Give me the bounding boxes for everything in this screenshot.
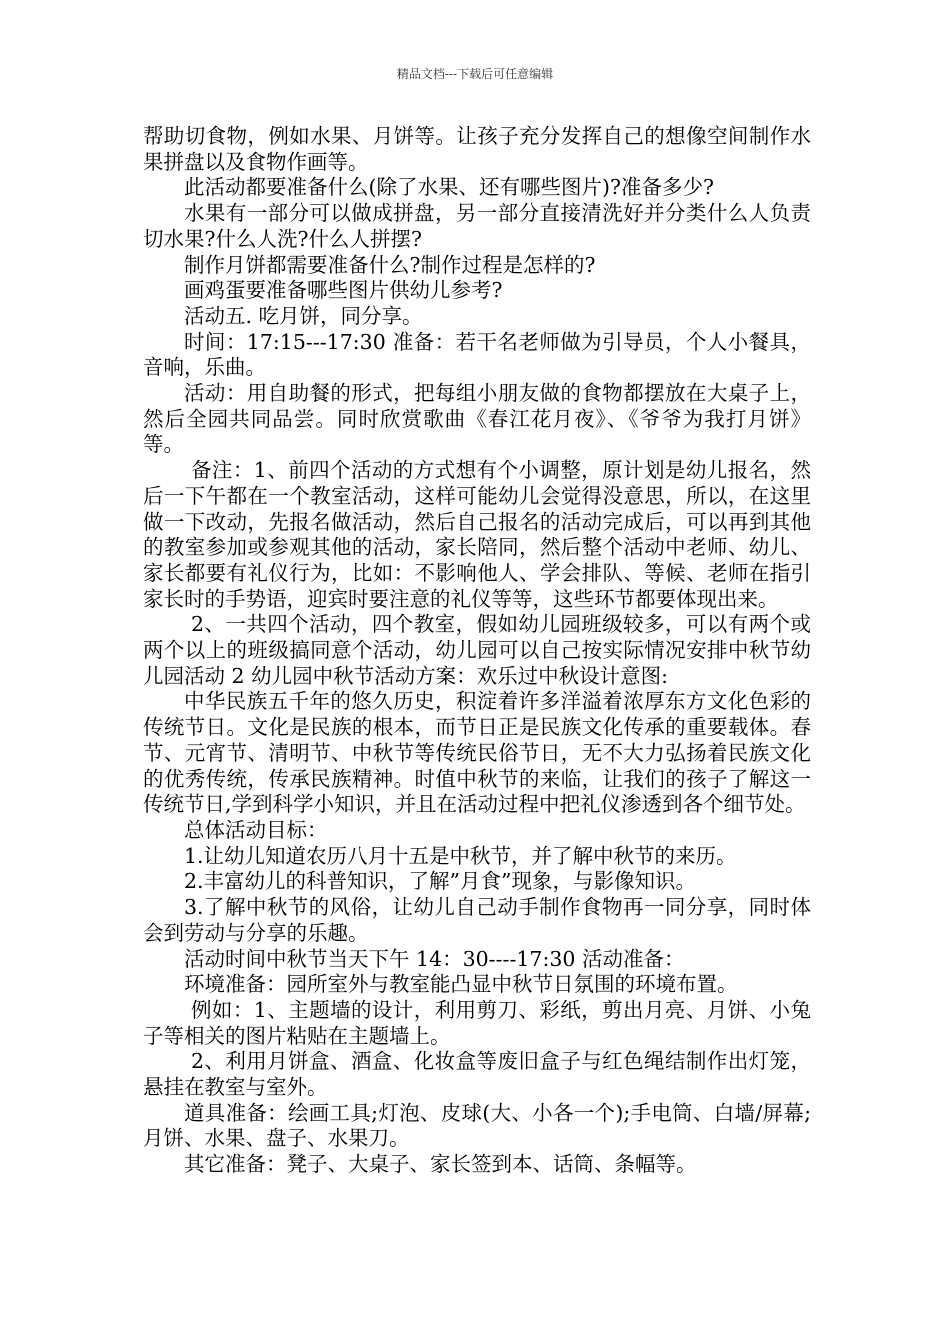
paragraph: 帮助切食物，例如水果、月饼等。让孩子充分发挥自己的想像空间制作水果拼盘以及食物作画等。 xyxy=(143,124,811,174)
document-body xyxy=(143,124,818,1178)
page-header: 精品文档---下载后可任意编辑 xyxy=(396,67,554,81)
paragraph: 例如：1、主题墙的设计，利用剪刀、彩纸，剪出月亮、月饼、小兔子等相关的图片粘贴在主题墙上。 xyxy=(143,997,811,1048)
paragraph: 道具准备：绘画工具;灯泡、皮球(大、小各一个);手电筒、白墙/屏幕;月饼、水果、盘子、水果刀。 xyxy=(143,1100,811,1151)
goal-item: 2.丰富幼儿的科普知识，了解”月食”现象，与影像知识。 xyxy=(184,869,697,894)
paragraph: 时间：17:15---17:30 准备：若干名老师做为引导员，个人小餐具，音响，乐曲。 xyxy=(143,329,811,380)
paragraph: 活动：用自助餐的形式，把每组小朋友做的食物都摆放在大桌子上，然后全园共同品尝。同时欣赏歌曲《春江花月夜》、《爷爷为我打月饼》等。 xyxy=(143,381,811,457)
goal-item: 3.了解中秋节的风俗，让幼儿自己动手制作食物再一同分享，同时体 会到劳动与分享的乐趣。 xyxy=(143,895,818,945)
note-paragraph: 备注：1、前四个活动的方式想有个小调整，原计划是幼儿报名，然后一下午都在一个教室活动，这样可能幼儿会觉得没意思，所以，在这里做一下改动，先报名做活动，然后自己报名的活动完成后，可以再到其他的教室参加或参观其他的活动，家长陪同，然后整个活动中老师、幼儿、家长都要有礼仪行为，比如：不影响他人、学会排队、等候、老师在指引家长时的手势语，迎宾时要注意的礼仪等等，这些环节都要体现出来。 xyxy=(143,458,811,611)
section-heading: 总体活动目标： xyxy=(184,817,328,842)
paragraph: 其它准备：凳子、大桌子、家长签到本、话筒、条幅等。 xyxy=(184,1152,697,1177)
paragraph: 画鸡蛋要准备哪些图片供幼儿参考? xyxy=(184,278,503,303)
paragraph: 制作月饼都需要准备什么?制作过程是怎样的? xyxy=(184,252,596,277)
paragraph: 此活动都要准备什么(除了水果、还有哪些图片)?准备多少? xyxy=(184,175,714,200)
paragraph: 活动时间中秋节当天下午 14：30----17:30 活动准备： xyxy=(184,946,685,971)
paragraph: 中华民族五千年的悠久历史，积淀着许多洋溢着浓厚东方文化色彩的传统节日。文化是民族的根本，而节日正是民族文化传承的重要载体。春节、元宵节、清明节、中秋节等传统民俗节日，无不大力弘扬着民族文化的优秀传统，传承民族精神。时值中秋节的来临，让我们的孩子了解这一传统节日,学到科学小知识，并且在活动过程中把礼仪渗透到各个细节处。 xyxy=(143,689,811,817)
paragraph: 环境准备：园所室外与教室能凸显中秋节日氛围的环境布置。 xyxy=(184,972,738,997)
paragraph: 2、利用月饼盒、酒盒、化妆盒等废旧盒子与红色绳结制作出灯笼，悬挂在教室与室外。 xyxy=(143,1049,811,1100)
goal-item: 1.让幼儿知道农历八月十五是中秋节，并了解中秋节的来历。 xyxy=(184,843,737,868)
section-heading: 活动五. 吃月饼，同分享。 xyxy=(184,303,423,328)
note-paragraph: 2、一共四个活动，四个教室，假如幼儿园班级较多，可以有两个或两个以上的班级搞同意个活动，幼儿园可以自己按实际情况安排中秋节幼儿园活动 2 幼儿园中秋节活动方案：欢乐过中秋设计意图: xyxy=(143,612,811,688)
paragraph: 水果有一部分可以做成拼盘，另一部分直接清洗好并分类什么人负责切水果?什么人洗?什么人拼摆? xyxy=(143,201,811,251)
